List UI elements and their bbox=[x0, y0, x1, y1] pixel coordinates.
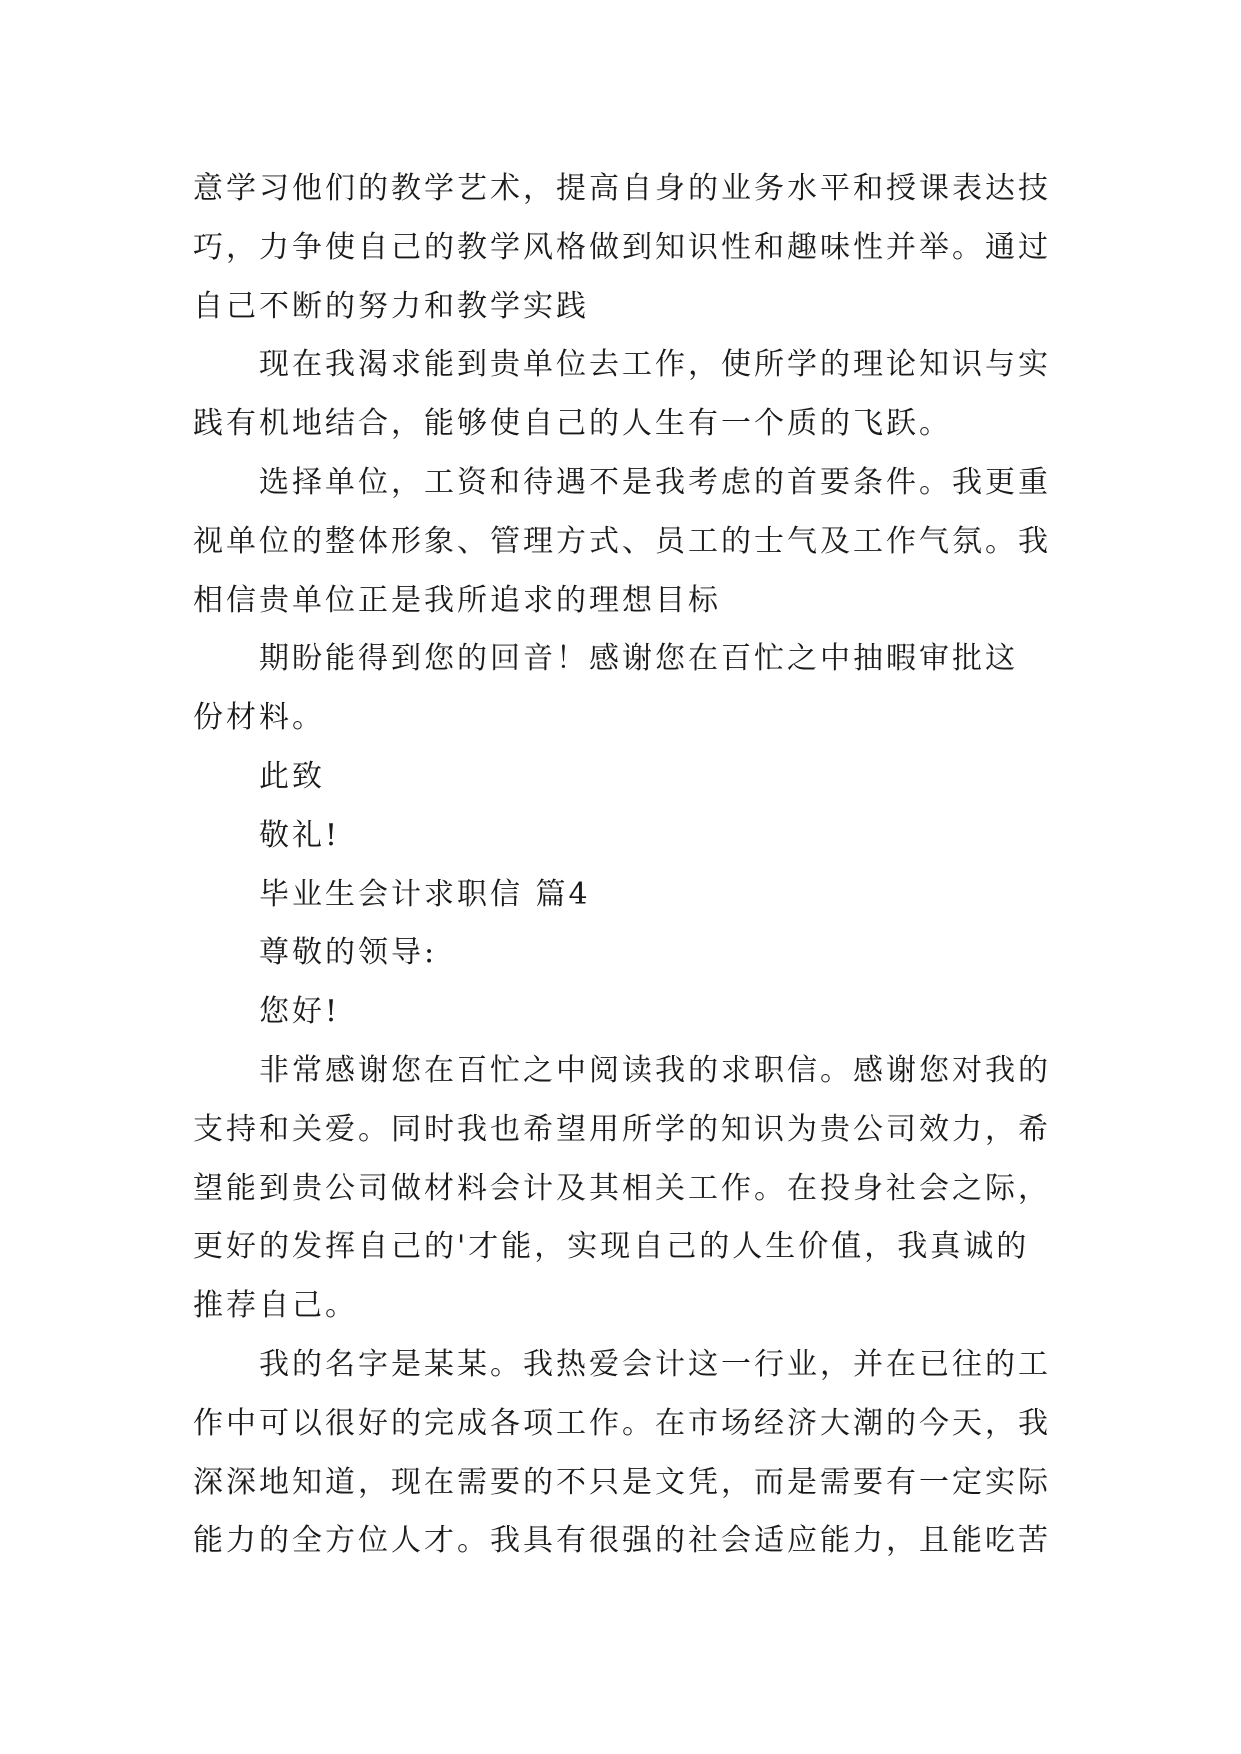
text-line: 选择单位，工资和待遇不是我考虑的首要条件。我更重 bbox=[259, 464, 1051, 500]
document-body bbox=[193, 160, 1073, 1571]
text-line: 期盼能得到您的回音！感谢您在百忙之中抽暇审批这 bbox=[259, 641, 1018, 677]
text-line: 能力的全方位人才。我具有很强的社会适应能力，且能吃苦 bbox=[193, 1523, 1051, 1559]
text-line: 您好! bbox=[259, 994, 341, 1030]
text-line: 望能到贵公司做材料会计及其相关工作。在投身社会之际， bbox=[193, 1170, 1051, 1206]
text-line: 我的名字是某某。我热爱会计这一行业，并在已往的工 bbox=[259, 1346, 1051, 1382]
text-line: 自己不断的努力和教学实践 bbox=[193, 288, 589, 324]
text-line: 现在我渴求能到贵单位去工作，使所学的理论知识与实 bbox=[259, 347, 1051, 383]
text-line: 敬礼! bbox=[259, 817, 341, 853]
text-line: 支持和关爱。同时我也希望用所学的知识为贵公司效力，希 bbox=[193, 1111, 1051, 1147]
text-line: 更好的发挥自己的'才能，实现自己的人生价值，我真诚的 bbox=[193, 1229, 1030, 1265]
text-line: 尊敬的领导: bbox=[259, 935, 438, 971]
text-line: 践有机地结合，能够使自己的人生有一个质的飞跃。 bbox=[193, 406, 952, 442]
text-line: 份材料。 bbox=[193, 700, 325, 736]
text-line: 相信贵单位正是我所追求的理想目标 bbox=[193, 582, 721, 618]
text-line: 推荐自己。 bbox=[193, 1288, 358, 1324]
text-line: 巧，力争使自己的教学风格做到知识性和趣味性并举。通过 bbox=[193, 229, 1051, 265]
text-line: 此致 bbox=[259, 758, 325, 794]
text-line: 深深地知道，现在需要的不只是文凭，而是需要有一定实际 bbox=[193, 1464, 1051, 1500]
text-line: 作中可以很好的完成各项工作。在市场经济大潮的今天，我 bbox=[193, 1405, 1051, 1441]
text-line: 毕业生会计求职信 篇4 bbox=[259, 876, 591, 912]
text-line: 非常感谢您在百忙之中阅读我的求职信。感谢您对我的 bbox=[259, 1052, 1051, 1088]
text-line: 意学习他们的教学艺术，提高自身的业务水平和授课表达技 bbox=[193, 171, 1051, 206]
text-line: 视单位的整体形象、管理方式、员工的士气及工作气氛。我 bbox=[193, 523, 1051, 559]
